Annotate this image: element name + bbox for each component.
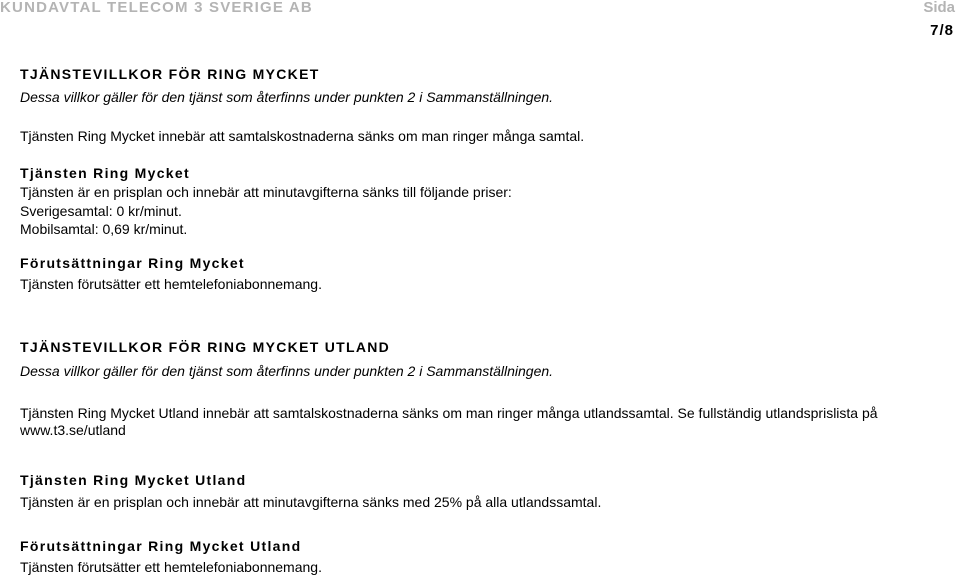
section-heading-ring-mycket-utland: TJÄNSTEVILLKOR FÖR RING MYCKET UTLAND bbox=[20, 339, 391, 355]
requirements-text-ring-mycket: Tjänsten förutsätter ett hemtelefoniabonnemang. bbox=[20, 276, 322, 292]
service-heading-ring-mycket-utland: Tjänsten Ring Mycket Utland bbox=[20, 472, 247, 488]
price-mobile: Mobilsamtal: 0,69 kr/minut. bbox=[20, 221, 188, 237]
document-header-title: KUNDAVTAL TELECOM 3 SVERIGE AB bbox=[0, 0, 313, 16]
service-heading-ring-mycket: Tjänsten Ring Mycket bbox=[20, 165, 190, 181]
service-description-ring-mycket-utland: Tjänsten är en prisplan och innebär att minutavgifterna sänks med 25% på alla utlandssamtal. bbox=[20, 494, 602, 510]
page-number: 7/8 bbox=[930, 22, 954, 39]
scope-note-ring-mycket-utland: Dessa villkor gäller för den tjänst som återfinns under punkten 2 i Sammanställningen. bbox=[20, 363, 554, 379]
page-label: Sida bbox=[923, 0, 955, 16]
intro-ring-mycket: Tjänsten Ring Mycket innebär att samtalskostnaderna sänks om man ringer många samtal. bbox=[20, 128, 585, 144]
intro-ring-mycket-utland: Tjänsten Ring Mycket Utland innebär att samtalskostnaderna sänks om man ringer många utlandssamtal. Se fullständig utlandsprislista på www.t3.se/utland bbox=[20, 405, 878, 438]
service-description-ring-mycket: Tjänsten är en prisplan och innebär att minutavgifterna sänks till följande priser: bbox=[20, 184, 512, 200]
requirements-heading-ring-mycket-utland: Förutsättningar Ring Mycket Utland bbox=[20, 538, 302, 554]
requirements-heading-ring-mycket: Förutsättningar Ring Mycket bbox=[20, 255, 245, 271]
requirements-text-ring-mycket-utland: Tjänsten förutsätter ett hemtelefoniabonnemang. bbox=[20, 559, 322, 575]
scope-note-ring-mycket: Dessa villkor gäller för den tjänst som återfinns under punkten 2 i Sammanställningen. bbox=[20, 89, 554, 105]
section-heading-ring-mycket: TJÄNSTEVILLKOR FÖR RING MYCKET bbox=[20, 66, 320, 82]
price-domestic: Sverigesamtal: 0 kr/minut. bbox=[20, 203, 182, 219]
